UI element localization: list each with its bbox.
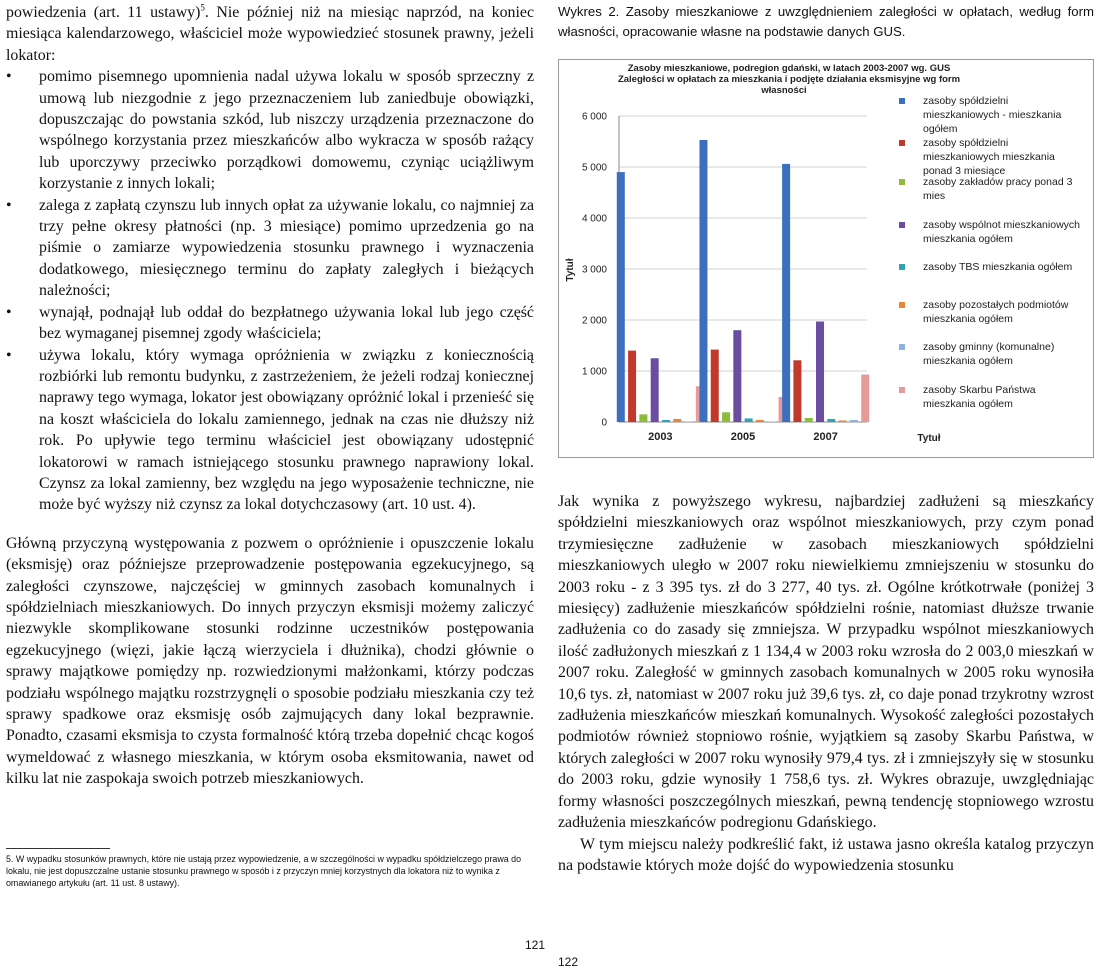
x-tick-label: 2007 [813,431,838,443]
legend-label: mieszkania ogółem [923,398,1013,410]
y-axis-label: Tytuł [565,258,576,282]
list-item [6,66,534,194]
x-axis-label: Tytuł [917,433,941,444]
chart-title-line: Zasoby mieszkaniowe, podregion gdański, w latach 2003-2007 wg. GUS [627,63,951,74]
bullet-glyph: • [6,303,12,321]
bar [733,330,741,422]
intro-text: powiedzenia (art. 11 ustawy) [6,4,201,21]
legend-label: zasoby gminny (komunalne) [923,341,1055,353]
legend-label: mieszkania ogółem [923,313,1013,325]
bar [617,172,625,422]
footnote-marker[interactable]: 5 [200,2,205,13]
legend-label: zasoby spółdzielni [923,95,1009,107]
x-tick-label: 2005 [730,431,756,443]
bullet-glyph: • [6,68,12,86]
bar [639,414,647,422]
bar [756,420,764,422]
legend-label: zasoby TBS mieszkania ogółem [923,261,1073,273]
intro-text-rest: . Nie później niż na miesiąc naprzód, na koniec miesiąca kalendarzowego, właściciel może wypowiedzieć stosunek prawny, jeżeli lokator: [6,4,535,64]
bar [673,419,681,422]
y-tick-label: 1 000 [581,366,607,378]
bar [662,420,670,422]
legend-label: zasoby wspólnot mieszkaniowych [923,219,1080,231]
list-item-text: używa lokalu, który wymaga opróżnienia w związku z koniecznością rozbiórki lub remontu budynku, z zastrzeżeniem, że jeżeli rodzaj koniecznej naprawy tego wymaga, lokator jest obowiązany opróżnić lokal i przenieść się na koszt właściciela do lokalu zamiennego, jednak na czas nie dłuższy niż rok. Po upływie tego terminu właściciel jest obowiązany udostępnić lokatorowi w ramach istniejącego stosunku prawnego naprawiony lokal. Czynsz za lokal zamienny, bez względu na jego wyposażenie techniczne, nie może być wyższy niż czynsz za lokal dotychczasowy (art. 10 ust. 4). [39,346,534,514]
list-item [6,302,534,345]
page-number-right: 122 [558,955,579,969]
y-tick-label: 6 000 [581,111,607,123]
right-body [558,491,1094,876]
y-tick-label: 0 [601,417,607,429]
bar [651,358,659,422]
legend-label: zasoby pozostałych podmiotów [923,299,1069,311]
conditions-list [6,66,534,516]
legend-swatch [899,98,905,104]
legend-swatch [899,344,905,350]
legend-label: ponad 3 miesiące [923,165,1006,177]
bar [685,421,693,422]
legend-label: mieszkania ogółem [923,233,1013,245]
legend-swatch [899,264,905,270]
bar [699,140,707,422]
bar [767,421,775,422]
footnote: 5. W wypadku stosunków prawnych, które nie ustają przez wypowiedzenie, a w szczególności w wypadku spółdzielczego prawa do lokalu, nie jest dopuszczalne ustanie stosunku prawnego w sposób i z przyczyn mniej korzystnych dla lokatora niż to wynika z omawianego artykułu (art. 11 ust. 8 ustawy). [6,854,522,889]
chart-container [558,59,1094,458]
bar [827,419,835,422]
legend-swatch [899,387,905,393]
footnote-divider [6,848,110,849]
y-tick-label: 5 000 [581,162,607,174]
list-item [6,195,534,302]
bar [850,420,858,422]
legend-swatch [899,179,905,185]
bullet-glyph: • [6,196,12,214]
bar [793,360,801,422]
bar-chart [559,60,1093,457]
bar [628,351,636,422]
page-number-left: 121 [525,938,546,952]
legend-swatch [899,222,905,228]
bar [861,375,869,422]
legend-label: mies [923,190,946,202]
bullet-glyph: • [6,346,12,364]
list-item-text: zalega z zapłatą czynszu lub innych opłat za używanie lokalu, co najmniej za trzy pełne okresy płatności (np. 3 miesiące) pomimo uprzedzenia go na piśmie o zamiarze wypowiedzenia stosunku prawnego i wyznaczenia dodatkowego, miesięcznego terminu do zapłaty zaległych i bieżących należności; [39,196,534,300]
chart-title-line: własności [761,85,807,96]
bar [722,412,730,422]
legend-label: zasoby zakładów pracy ponad 3 [923,176,1073,188]
body-paragraph: Główną przyczyną występowania z pozwem o opróżnienie i opuszczenie lokalu (eksmisję) oraz późniejsze przeprowadzenie postępowania egzekucyjnego, są zaległości czynszowe, najczęściej w gminnych zasobach komunalnych i spółdzielniach mieszkaniowych. Do innych przyczyn eksmisji możemy zaliczyć niezwykle skomplikowane stosunki rodzinne uczestników postępowania egzekucyjnego (więzi, jakie łączą wierzyciela i dłużnika), chodzi głównie o sprawy majątkowe pomiędzy np. rozwiedzionymi małżonkami, którzy podczas podziału wspólnego majątku rozstrzygnęli o sposobie podziału mieszkania czy też sprawy spadkowe oraz eksmisję osób zajmujących dany lokal bezprawnie. Ponadto, czasami eksmisja to czysta formalność którą trzeba dopełnić chcąc kogoś wymeldować z własnego mieszkania, w którym osoba eksmitowania, nawet od kilku lat nie zaspokaja swoich potrzeb mieszkaniowych. [6,534,534,788]
legend-label: ogółem [923,123,958,135]
legend-label: mieszkaniowych mieszkania [923,151,1055,163]
body-paragraph: W tym miejscu należy podkreślić fakt, iż ustawa jasno określa katalog przyczyn na podstawie których może dojść do wypowiedzenia stosunku [558,835,1094,874]
figure-caption: Wykres 2. Zasoby mieszkaniowe z uwzględnieniem zaległości w opłatach, według form własności, opracowanie własne na podstawie danych GUS. [558,4,1094,39]
intro-paragraph [6,2,534,66]
bar [805,418,813,422]
legend-swatch [899,140,905,146]
bar [839,420,847,422]
y-tick-label: 3 000 [581,264,607,276]
legend-label: mieszkaniowych - mieszkania [923,109,1062,121]
x-tick-label: 2003 [648,431,673,443]
body-paragraph: Jak wynika z powyższego wykresu, najbardziej zadłużeni są mieszkańcy spółdzielni mieszkaniowych oraz wspólnot mieszkaniowych, przy czym ponad trzymiesięczne zadłużenie w zasobach mieszkaniowych spółdzielni mieszkaniowych uległo w 2007 roku niewielkiemu zmniejszeniu w stosunku do 2003 roku - z 3 395 tys. zł do 3 277, 40 tys. zł. Ogólne krótkotrwałe (poniżej 3 miesięcy) zadłużenie mieszkańców spółdzielni rośnie, natomiast dłuższe trwanie zadłużenia co do zasady się zmniejsza. W przypadku wspólnot mieszkaniowych ilość zadłużonych mieszkań z 1 134,4 w 2003 roku wzrosła do 2 003,0 mieszkań w 2007 roku. Zaległość w gminnych zasobach komunalnych w 2005 roku wynosiła 10,6 tys. zł, natomiast w 2007 roku już 39,6 tys. zł, co daje ponad trzykrotny wzrost zadłużenia mieszkańców mieszkań komunalnych. Wysokość zaległości pozostałych podmiotów również stopniowo rośnie, wyjątkiem są zasoby Skarbu Państwa, w których zaległości w 2007 roku wynosiły 979,4 tys. zł i zmniejszyły się w stosunku do 2003 roku, gdzie wynosiły 1 758,6 tys. zł. Wykres obrazuje, uwzględniając formy własności poszczególnych mieszkań, pewną tendencję stopniowego wzrostu zadłużenia mieszkańców podregionu Gdańskiego. [558,493,1094,832]
y-tick-label: 2 000 [581,315,607,327]
list-item [6,345,534,516]
legend-label: zasoby spółdzielni [923,137,1009,149]
legend-swatch [899,302,905,308]
bar [745,418,753,422]
right-page-column [558,2,1094,42]
bar [782,164,790,422]
left-page-column [6,2,534,790]
chart-title-line: Zaległości w opłatach za mieszkania i podjęte działania eksmisyjne wg form [617,74,961,85]
legend-label: mieszkania ogółem [923,355,1013,367]
legend-label: zasoby Skarbu Państwa [923,384,1036,396]
bar [711,350,719,422]
list-item-text: wynajął, podnajął lub oddał do bezpłatnego używania lokal lub jego część bez wymaganej pisemnej zgody właściciela; [39,303,534,343]
bar [816,322,824,422]
y-tick-label: 4 000 [581,213,607,225]
list-item-text: pomimo pisemnego upomnienia nadal używa lokalu w sposób sprzeczny z umową lub niezgodnie z jego przeznaczeniem lub zaniedbuje obowiązki, dopuszczając do powstania szkód, lub niszczy urządzenia przeznaczone do wspólnego korzystania przez mieszkańców albo wykracza w sposób rażący lub uporczywy przeciwko porządkowi domowemu, czyniąc uciążliwym korzystanie z innych lokali; [39,68,534,193]
